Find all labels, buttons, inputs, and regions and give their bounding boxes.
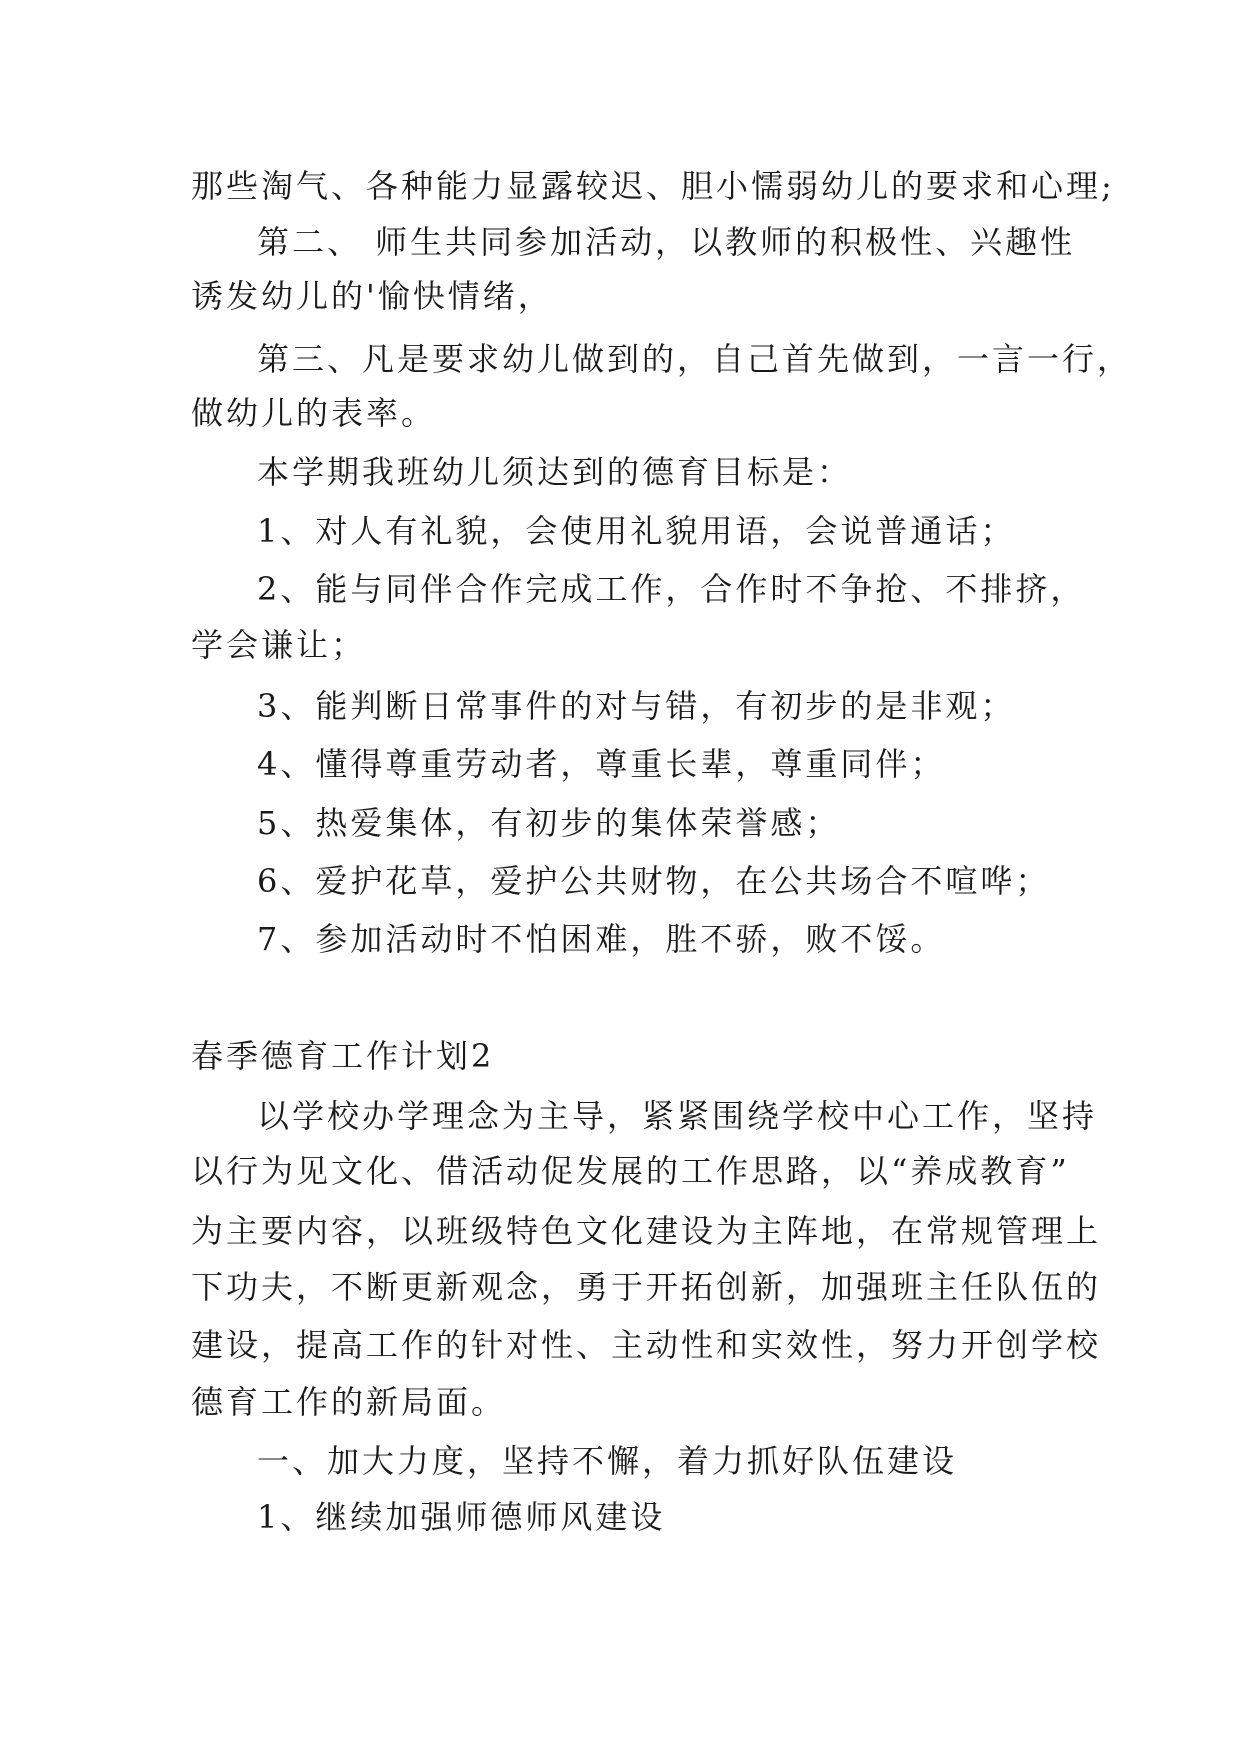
text-line: 本学期我班幼儿须达到的德育目标是：	[257, 453, 853, 491]
text-line: 1、继续加强师德师风建设	[257, 1498, 666, 1536]
text-line: 4、懂得尊重劳动者，尊重长辈，尊重同伴；	[257, 745, 946, 783]
text-line: 那些淘气、各种能力显露较迟、胆小懦弱幼儿的要求和心理;	[191, 167, 1115, 205]
text-line: 学会谦让；	[191, 626, 367, 664]
text-line: 为主要内容，以班级特色文化建设为主阵地，在常规管理上	[191, 1212, 1102, 1250]
text-line: 第三、凡是要求幼儿做到的，自己首先做到，一言一行，	[257, 340, 1133, 378]
section-heading: 春季德育工作计划2	[191, 1037, 495, 1075]
text-line: 下功夫，不断更新观念，勇于开拓创新，加强班主任队伍的	[191, 1268, 1102, 1306]
text-line: 以行为见文化、借活动促发展的工作思路，以“养成教育”	[191, 1152, 1070, 1190]
text-line: 3、能判断日常事件的对与错，有初步的是非观；	[257, 687, 1016, 725]
text-line: 以学校办学理念为主导，紧紧围绕学校中心工作，坚持	[257, 1097, 1098, 1135]
text-line: 做幼儿的表率。	[191, 394, 437, 432]
text-line: 1、对人有礼貌，会使用礼貌用语，会说普通话；	[257, 512, 1016, 550]
text-line: 7、参加活动时不怕困难，胜不骄，败不馁。	[257, 920, 946, 958]
text-line: 第二、 师生共同参加活动，以教师的积极性、兴趣性	[257, 223, 1076, 261]
text-line: 建设，提高工作的针对性、主动性和实效性，努力开创学校	[191, 1326, 1102, 1364]
text-line: 6、爱护花草，爱护公共财物，在公共场合不喧哗；	[257, 862, 1051, 900]
text-line: 5、热爱集体，有初步的集体荣誉感；	[257, 804, 841, 842]
text-line: 诱发幼儿的'愉快情绪，	[191, 277, 553, 315]
text-line: 德育工作的新局面。	[191, 1383, 507, 1421]
text-line: 一、加大力度，坚持不懈，着力抓好队伍建设	[257, 1442, 958, 1480]
text-line: 2、能与同伴合作完成工作，合作时不争抢、不排挤，	[257, 570, 1086, 608]
